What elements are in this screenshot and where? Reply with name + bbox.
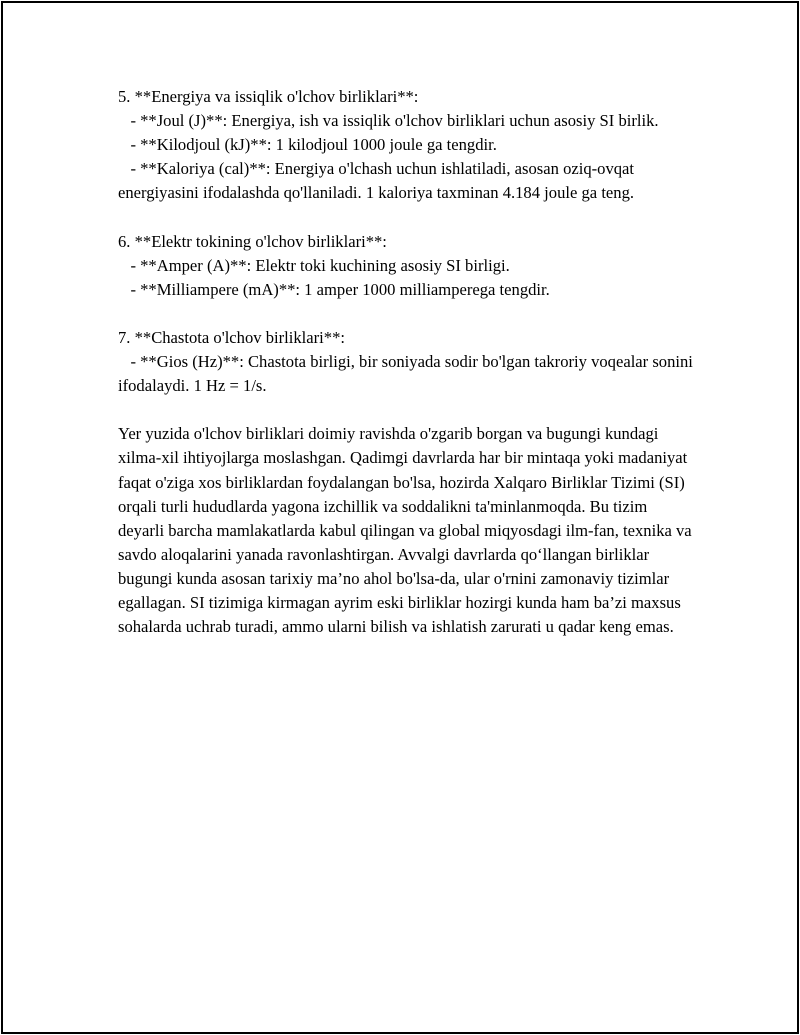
section-heading: 5. **Energiya va issiqlik o'lchov birliklari**: <box>118 87 419 106</box>
document-body <box>118 85 698 639</box>
list-item: - **Kaloriya (cal)**: Energiya o'lchash uchun ishlatiladi, asosan oziq-ovqat energiyasini ifodalashda qo'llaniladi. 1 kaloriya taxminan 4.184 joule ga teng. <box>118 159 639 203</box>
list-item: - **Milliampere (mA)**: 1 amper 1000 milliamperega tengdir. <box>118 279 550 299</box>
section-electric-current-units <box>118 230 693 302</box>
section-energy-units <box>118 85 693 205</box>
paragraph-spacer <box>118 302 693 326</box>
section-heading: 6. **Elektr tokining o'lchov birliklari**: <box>118 231 387 251</box>
section-heading: 7. **Chastota o'lchov birliklari**: <box>118 327 345 347</box>
document-page <box>1 1 799 1034</box>
paragraph-spacer <box>118 398 693 422</box>
summary-paragraph: Yer yuzida o'lchov birliklari doimiy ravishda o'zgarib borgan va bugungi kundagi xilma-xil ihtiyojlarga moslashgan. Qadimgi davrlarda har bir mintaqa yoki madaniyat faqat o'ziga xos birliklardan foydalangan bo'lsa, hozirda Xalqaro Birliklar Tizimi (SI) orqali turli hududlarda yagona izchillik va soddalikni ta'minlanmoqda. Bu tizim deyarli barcha mamlakatlarda kabul qilingan va global miqyosdagi ilm-fan, texnika va savdo aloqalarini yanada ravonlashtirgan. Avvalgi davrlarda qo‘llangan birliklar bugungi kunda asosan tarixiy ma’no ahol bo'lsa-da, ular o'rnini zamonaviy tizimlar egallagan. SI tizimiga kirmagan ayrim eski birliklar hozirgi kunda ham ba’zi maxsus sohalarda uchrab turadi, ammo ularni bilish va ishlatish zarurati u qadar keng emas. <box>118 424 696 637</box>
section-frequency-units <box>118 326 698 398</box>
list-item: - **Joul (J)**: Energiya, ish va issiqlik o'lchov birliklari uchun asosiy SI birlik. <box>118 111 659 131</box>
paragraph-spacer <box>118 205 693 229</box>
section-summary <box>118 422 696 639</box>
list-item: - **Kilodjoul (kJ)**: 1 kilodjoul 1000 joule ga tengdir. <box>118 135 497 155</box>
list-item: - **Amper (A)**: Elektr toki kuchining asosiy SI birligi. <box>118 255 510 275</box>
list-item: - **Gios (Hz)**: Chastota birligi, bir soniyada sodir bo'lgan takroriy voqealar sonini ifodalaydi. 1 Hz = 1/s. <box>118 352 698 396</box>
